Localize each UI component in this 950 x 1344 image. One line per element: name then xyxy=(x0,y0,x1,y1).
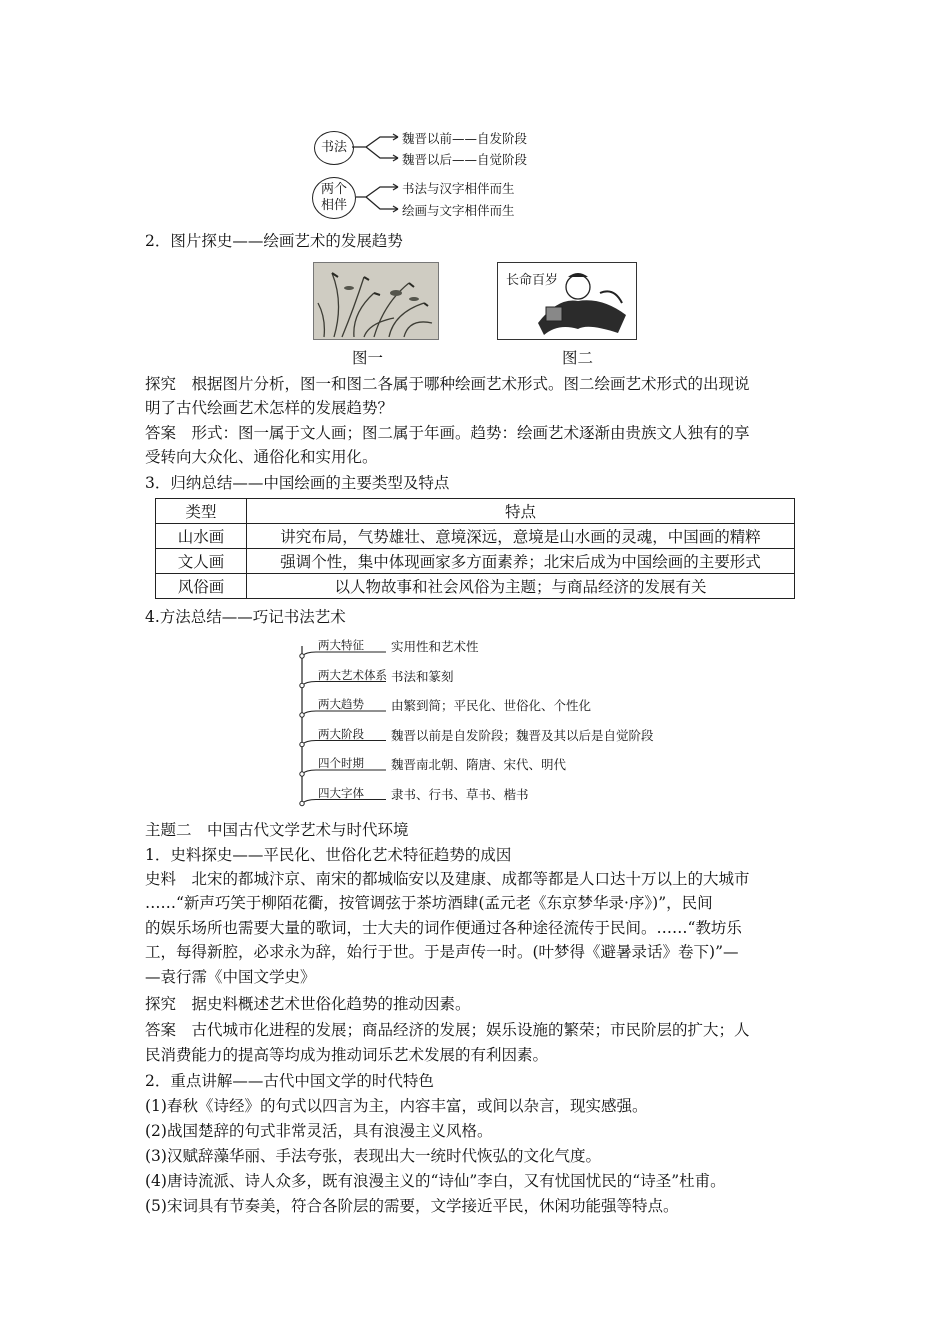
timeline-node xyxy=(300,801,304,805)
tree-leaf: 魏晋以后——自觉阶段 xyxy=(402,152,528,167)
table-cell: 山水画 xyxy=(156,524,247,549)
table-cell: 以人物故事和社会风俗为主题；与商品经济的发展有关 xyxy=(247,574,795,599)
timeline-node xyxy=(300,772,304,776)
source-text: 的娱乐场所也需要大量的歌词，士大夫的词作便通过各种途径流传于民间。……“教坊乐 xyxy=(145,919,742,937)
timeline-node xyxy=(300,742,304,746)
table-header: 类型 xyxy=(156,499,247,524)
tree-leaf: 绘画与文字相伴而生 xyxy=(402,203,515,218)
timeline-description: 隶书、行书、草书、楷书 xyxy=(391,786,529,802)
figure-one-caption: 图一 xyxy=(352,349,384,367)
timeline-label: 两大特征 xyxy=(318,638,364,652)
section-title: 3．归纳总结——中国绘画的主要类型及特点 xyxy=(145,474,450,492)
source-text: ……“新声巧笑于柳陌花衢，按管调弦于茶坊酒肆(孟元老《东京梦华录·序》)”，民间 xyxy=(145,894,713,912)
timeline-description: 魏晋南北朝、隋唐、宋代、明代 xyxy=(391,757,567,772)
tree-node-line: 两个 xyxy=(320,182,347,197)
point-text: (4)唐诗流派、诗人众多，既有浪漫主义的“诗仙”李白，又有忧国忧民的“诗圣”杜甫。 xyxy=(145,1172,726,1190)
timeline-branch xyxy=(302,652,386,656)
question-text: 探究 根据图片分析，图一和图二各属于哪种绘画艺术形式。图二绘画艺术形式的出现说 xyxy=(145,375,750,393)
table-header: 特点 xyxy=(247,499,795,524)
section-title: 2．图片探史——绘画艺术的发展趋势 xyxy=(145,232,403,250)
question-text: 明了古代绘画艺术怎样的发展趋势？ xyxy=(145,399,394,417)
tree-node-line: 相伴 xyxy=(320,198,347,213)
timeline-node xyxy=(300,654,304,658)
point-text: (2)战国楚辞的句式非常灵活，具有浪漫主义风格。 xyxy=(145,1122,493,1140)
source-text: 工，每得新腔，必求永为辞，始行于世。于是声传一时。(叶梦得《避暑录话》卷下)”— xyxy=(145,943,739,961)
timeline-description: 实用性和艺术性 xyxy=(391,639,479,654)
timeline-branch xyxy=(302,741,386,745)
theme-title: 主题二 中国古代文学艺术与时代环境 xyxy=(145,821,409,839)
timeline-description: 由繁到简；平民化、世俗化、个性化 xyxy=(391,698,592,713)
section-title: 1．史料探史——平民化、世俗化艺术特征趋势的成因 xyxy=(145,846,512,864)
table-cell: 文人画 xyxy=(156,549,247,574)
tree-node-calligraphy: 书法 xyxy=(314,131,354,165)
point-text: (5)宋词具有节奏美，符合各阶层的需要，文学接近平民，休闲功能强等特点。 xyxy=(145,1197,679,1215)
source-text: 史料 北宋的都城汴京、南宋的都城临安以及建康、成都等都是人口达十万以上的大城市 xyxy=(145,870,750,888)
timeline-description: 魏晋以前是自发阶段；魏晋及其以后是自觉阶段 xyxy=(391,727,654,743)
table-cell: 强调个性，集中体现画家多方面素养；北宋后成为中国绘画的主要形式 xyxy=(247,549,795,574)
table-cell: 讲究布局，气势雄壮、意境深远，意境是山水画的灵魂，中国画的精粹 xyxy=(247,524,795,549)
source-text: —袁行霈《中国文学史》 xyxy=(145,968,316,986)
question-text: 探究 据史料概述艺术世俗化趋势的推动因素。 xyxy=(145,995,471,1013)
timeline-label: 四大字体 xyxy=(318,785,364,800)
tree-leaf: 魏晋以前——自发阶段 xyxy=(402,131,528,146)
timeline-branch xyxy=(302,711,386,715)
answer-text: 答案 形式：图一属于文人画；图二属于年画。趋势：绘画艺术逐渐由贵族文人独有的享 xyxy=(145,424,750,442)
timeline-branch xyxy=(302,682,386,686)
section-title: 2．重点讲解——古代中国文学的时代特色 xyxy=(145,1072,434,1090)
answer-text: 受转向大众化、通俗化和实用化。 xyxy=(145,448,378,466)
timeline-node xyxy=(300,683,304,687)
table-cell: 风俗画 xyxy=(156,574,247,599)
point-text: (3)汉赋辞藻华丽、手法夸张，表现出大一统时代恢弘的文化气度。 xyxy=(145,1147,601,1165)
timeline-label: 两大趋势 xyxy=(318,697,364,711)
timeline-branch xyxy=(302,770,386,774)
point-text: (1)春秋《诗经》的句式以四言为主，内容丰富，或间以杂言，现实感强。 xyxy=(145,1097,648,1115)
answer-text: 民消费能力的提高等均成为推动词乐艺术发展的有利因素。 xyxy=(145,1046,549,1064)
section-title: 4.方法总结——巧记书法艺术 xyxy=(145,608,346,626)
timeline-description: 书法和篆刻 xyxy=(391,668,454,684)
figure-two-inscription: 长命百岁 xyxy=(506,273,559,288)
answer-text: 答案 古代城市化进程的发展；商品经济的发展；娱乐设施的繁荣；市民阶层的扩大；人 xyxy=(145,1021,750,1039)
timeline-node xyxy=(300,713,304,717)
tree-leaf: 书法与汉字相伴而生 xyxy=(402,181,515,196)
timeline-label: 两大艺术体系 xyxy=(318,667,387,682)
timeline-label: 四个时期 xyxy=(318,756,364,770)
timeline-branch xyxy=(302,800,386,804)
figure-two-caption: 图二 xyxy=(562,349,594,367)
timeline-label: 两大阶段 xyxy=(318,726,364,741)
